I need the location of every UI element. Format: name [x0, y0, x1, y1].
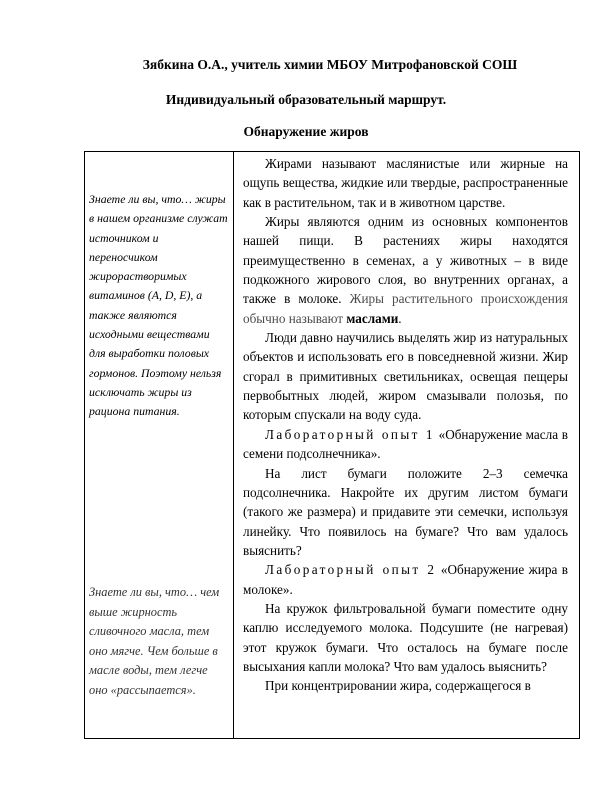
lab1-title: «Обнаружение масла в семени подсолнечника».	[243, 426, 568, 462]
oils-term: маслами	[346, 310, 399, 326]
paragraph-lab2: На кружок фильтровальной бумаги поместите одну каплю исследуемого молока. Подсушите (не нагревая) этот кружок бумаги. Что осталось на бумаге после высыхания капли молока? Что вам удалось выяснить?	[243, 600, 568, 674]
lab2-title: «Обнаружение жира в молоке».	[243, 562, 568, 597]
plant-origin-text: Жиры растительного происхождения обычно называют	[243, 291, 568, 326]
author-line: Зябкина О.А., учитель химии МБОУ Митрофановской СОШ	[142, 57, 518, 72]
paragraph-sources	[243, 212, 568, 328]
lab2-heading	[243, 560, 568, 599]
sidebar-note-butter: Знаете ли вы, что… чем выше жирность сливочного масла, тем оно мягче. Чем больше в масле воды, тем легче оно «рассыпается».	[89, 585, 220, 697]
sources-text: Жиры являются одним из основных компонентов нашей пищи. В растениях жиры находятся преимущественно в семенах, а у животных – в виде подкожного жирового слоя, во внутренних органах, а также в молоке.	[243, 214, 568, 307]
lab2-label: Лабораторный опыт 2	[265, 562, 437, 578]
lab1-label: Лабораторный опыт 1	[265, 426, 435, 442]
sidebar-note-vitamins: Знаете ли вы, что… жиры в нашем организме служат источником и переносчиком жирорастворимых витаминов (A, D, E), а также являются исходными веществами для выработки половых гормонов. Поэтому нельзя исключать жиры из рациона питания.	[89, 192, 228, 419]
paragraph-history: Люди давно научились выделять жир из натуральных объектов и использовать его в повседневной жизни. Жир сгорал в примитивных светильниках, освещая пещеры первобытных людей, жиром смазывали полозья, по которым спускали на воду суда.	[243, 330, 568, 423]
route-title: Индивидуальный образовательный маршрут.	[165, 92, 447, 107]
topic-title: Обнаружение жиров	[243, 124, 369, 139]
period: .	[398, 310, 402, 326]
paragraph-concentration: При концентрировании жира, содержащегося в	[265, 678, 531, 694]
paragraph-lab1: На лист бумаги положите 2–3 семечка подсолнечника. Накройте их другим листом бумаги (такого же размера) и придавите эти семечки, используя линейку. Что появилось на бумаге? Что вам удалось выяснить?	[243, 465, 568, 558]
lab1-heading	[243, 425, 568, 464]
main-text-column	[233, 154, 580, 696]
paragraph-definition: Жирами называют маслянистые или жирные на ощупь вещества, жидкие или твердые, распространенные как в растительном, так и в животном царстве.	[243, 156, 568, 210]
